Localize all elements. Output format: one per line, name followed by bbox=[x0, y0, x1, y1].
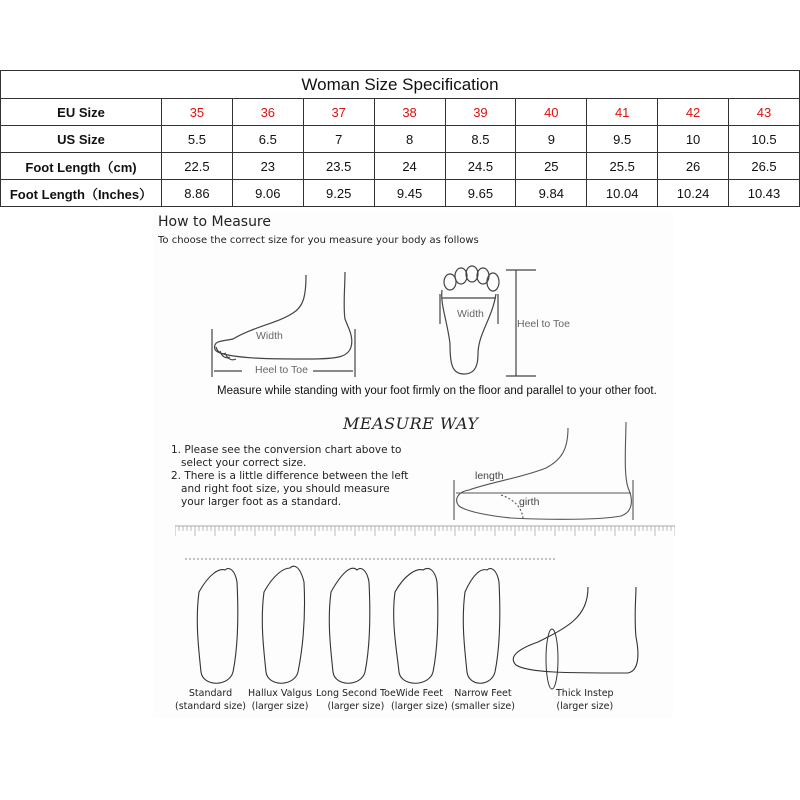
foot-length-in-cell: 9.45 bbox=[374, 180, 445, 207]
how-to-measure-subtitle: To choose the correct size for you measure your body as follows bbox=[158, 235, 479, 246]
foot-type-size: (standard size) bbox=[175, 701, 246, 712]
foot-type-standard-caption bbox=[175, 687, 246, 713]
us-size-cell: 9 bbox=[516, 126, 587, 153]
foot-type-thick-instep-caption bbox=[556, 687, 614, 713]
foot-length-in-cell: 8.86 bbox=[162, 180, 233, 207]
us-size-cell: 8 bbox=[374, 126, 445, 153]
foot-length-cm-cell: 24 bbox=[374, 153, 445, 180]
step-line: and right foot size, you should measure bbox=[171, 483, 390, 495]
row-label: US Size bbox=[1, 126, 162, 153]
row-label: EU Size bbox=[1, 99, 162, 126]
us-size-cell: 8.5 bbox=[445, 126, 516, 153]
us-size-cell: 10.5 bbox=[729, 126, 800, 153]
table-row-foot-length-inches bbox=[1, 180, 800, 207]
table-title-row bbox=[1, 71, 800, 99]
foot-length-in-cell: 10.43 bbox=[729, 180, 800, 207]
us-size-cell: 6.5 bbox=[232, 126, 303, 153]
measure-way-title: MEASURE WAY bbox=[343, 414, 479, 433]
table-row-eu-size bbox=[1, 99, 800, 126]
eu-size-cell: 35 bbox=[162, 99, 233, 126]
us-size-cell: 7 bbox=[303, 126, 374, 153]
how-to-measure-title: How to Measure bbox=[158, 214, 271, 230]
foot-type-standard-icon bbox=[189, 562, 249, 692]
foot-type-hallux-valgus-icon bbox=[254, 562, 314, 692]
foot-length-cm-cell: 26 bbox=[658, 153, 729, 180]
foot-type-wide-feet-icon bbox=[387, 562, 447, 692]
foot-length-cm-cell: 25.5 bbox=[587, 153, 658, 180]
foot-type-size: (larger size) bbox=[556, 701, 614, 712]
length-label: length bbox=[475, 470, 504, 482]
eu-size-cell: 43 bbox=[729, 99, 800, 126]
girth-label: girth bbox=[519, 496, 540, 508]
side-view-foot-icon bbox=[208, 267, 428, 387]
foot-length-in-cell: 10.04 bbox=[587, 180, 658, 207]
step-line: select your correct size. bbox=[171, 457, 307, 469]
foot-type-wide-feet-caption bbox=[391, 687, 448, 713]
size-specification-table bbox=[0, 70, 800, 207]
foot-length-cm-cell: 26.5 bbox=[729, 153, 800, 180]
table-row-us-size bbox=[1, 126, 800, 153]
row-label: Foot Length（cm) bbox=[1, 153, 162, 180]
table-title: Woman Size Specification bbox=[1, 71, 800, 99]
foot-type-size: (larger size) bbox=[391, 701, 448, 712]
foot-type-narrow-feet-icon bbox=[453, 562, 513, 692]
measure-note: Measure while standing with your foot firmly on the floor and parallel to your other foot. bbox=[217, 385, 657, 397]
foot-type-name: Narrow Feet bbox=[454, 688, 512, 699]
foot-type-name: Standard bbox=[188, 688, 233, 699]
us-size-cell: 5.5 bbox=[162, 126, 233, 153]
eu-size-cell: 39 bbox=[445, 99, 516, 126]
foot-length-in-cell: 9.06 bbox=[232, 180, 303, 207]
eu-size-cell: 40 bbox=[516, 99, 587, 126]
foot-length-in-cell: 9.65 bbox=[445, 180, 516, 207]
foot-type-name: Thick Instep bbox=[556, 688, 614, 699]
foot-type-hallux-valgus-caption bbox=[248, 687, 312, 713]
foot-type-size: (smaller size) bbox=[451, 701, 515, 712]
foot-type-name: Long Second Toe bbox=[316, 688, 396, 699]
table-row-foot-length-cm bbox=[1, 153, 800, 180]
measurement-guide bbox=[153, 212, 673, 718]
us-size-cell: 9.5 bbox=[587, 126, 658, 153]
eu-size-cell: 36 bbox=[232, 99, 303, 126]
foot-type-size: (larger size) bbox=[251, 701, 309, 712]
eu-size-cell: 37 bbox=[303, 99, 374, 126]
measure-way-steps bbox=[171, 444, 411, 509]
toe-guide-line bbox=[185, 557, 555, 561]
foot-length-in-cell: 10.24 bbox=[658, 180, 729, 207]
foot-type-long-second-toe-caption bbox=[316, 687, 396, 713]
step-line: your larger foot as a standard. bbox=[171, 496, 342, 508]
foot-length-in-cell: 9.84 bbox=[516, 180, 587, 207]
foot-length-cm-cell: 24.5 bbox=[445, 153, 516, 180]
foot-length-cm-cell: 22.5 bbox=[162, 153, 233, 180]
eu-size-cell: 38 bbox=[374, 99, 445, 126]
foot-type-narrow-feet-caption bbox=[451, 687, 515, 713]
foot-length-cm-cell: 23.5 bbox=[303, 153, 374, 180]
foot-length-cm-cell: 23 bbox=[232, 153, 303, 180]
top-width-label: Width bbox=[457, 308, 484, 320]
foot-type-name: Wide Feet bbox=[395, 688, 443, 699]
side-width-label: Width bbox=[256, 330, 283, 342]
step-line: 1. Please see the conversion chart above to bbox=[171, 444, 402, 456]
foot-type-thick-instep-icon bbox=[508, 587, 648, 697]
foot-type-long-second-toe-icon bbox=[321, 562, 381, 692]
foot-length-in-cell: 9.25 bbox=[303, 180, 374, 207]
eu-size-cell: 42 bbox=[658, 99, 729, 126]
row-label: Foot Length（Inches） bbox=[1, 180, 162, 207]
top-heel-to-toe-label: Heel to Toe bbox=[517, 318, 570, 330]
us-size-cell: 10 bbox=[658, 126, 729, 153]
foot-length-cm-cell: 25 bbox=[516, 153, 587, 180]
ruler-icon bbox=[175, 524, 675, 538]
step-line: 2. There is a little difference between the left bbox=[171, 470, 409, 482]
eu-size-cell: 41 bbox=[587, 99, 658, 126]
foot-type-name: Hallux Valgus bbox=[248, 688, 313, 699]
side-heel-to-toe-label: Heel to Toe bbox=[255, 364, 308, 376]
foot-type-size: (larger size) bbox=[327, 701, 385, 712]
